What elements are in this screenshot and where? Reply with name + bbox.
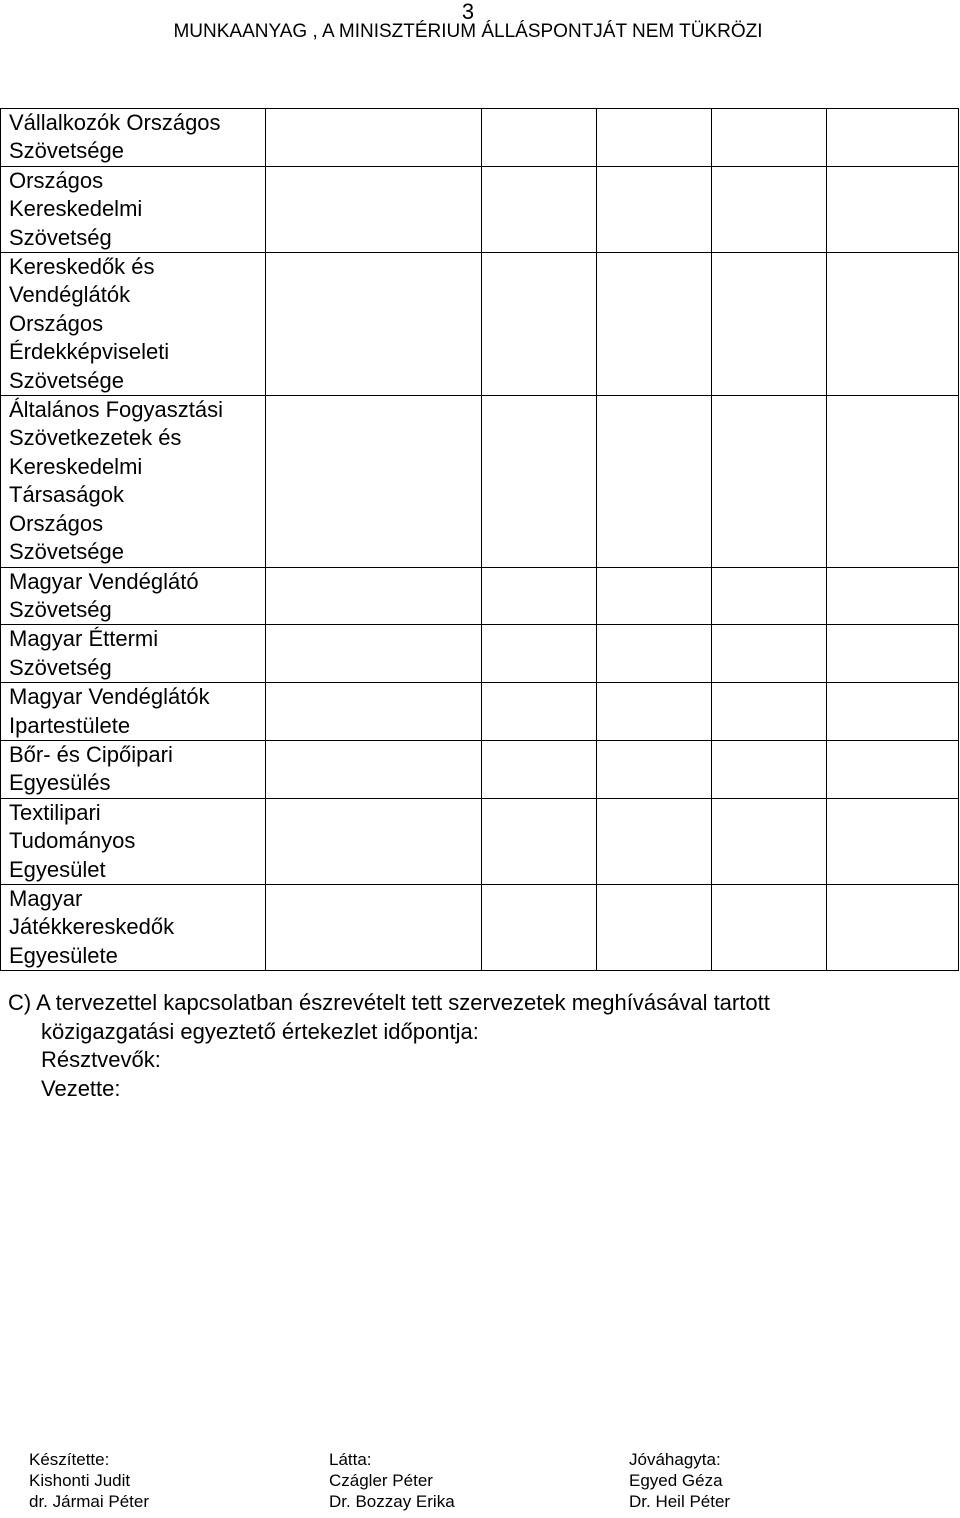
empty-cell — [266, 625, 482, 683]
organization-name-line: Társaságok — [9, 482, 124, 508]
organization-name-cell — [1, 798, 266, 884]
section-c — [8, 989, 948, 1103]
empty-cell — [482, 884, 597, 970]
empty-cell — [266, 166, 482, 252]
empty-cell — [597, 567, 712, 625]
draft-disclaimer: MUNKAANYAG , A MINISZTÉRIUM ÁLLÁSPONTJÁT NEM TÜKRÖZI — [173, 21, 763, 42]
organization-name-line: Magyar Vendéglátó — [9, 568, 199, 594]
seen-by-name: Czágler Péter — [329, 1471, 433, 1490]
organization-name-line: Magyar Éttermi — [9, 626, 159, 652]
empty-cell — [482, 166, 597, 252]
organization-name-cell — [1, 567, 266, 625]
empty-cell — [827, 798, 959, 884]
empty-cell — [827, 683, 959, 741]
section-c-participants: Résztvevők: — [41, 1047, 161, 1072]
empty-cell — [827, 109, 959, 167]
empty-cell — [597, 396, 712, 567]
footer-seen-by — [329, 1449, 589, 1512]
table-row — [1, 884, 959, 970]
empty-cell — [482, 740, 597, 798]
organization-name-line: Szövetsége — [9, 367, 124, 393]
empty-cell — [827, 625, 959, 683]
empty-cell — [266, 109, 482, 167]
empty-cell — [597, 884, 712, 970]
organization-name-cell — [1, 683, 266, 741]
organization-name-line: Kereskedők és — [9, 254, 155, 280]
organization-name-line: Magyar — [9, 885, 83, 911]
empty-cell — [712, 683, 827, 741]
organization-name-line: Országos — [9, 167, 104, 193]
seen-by-name: Dr. Bozzay Erika — [329, 1492, 455, 1511]
organizations-table — [0, 108, 959, 971]
empty-cell — [266, 798, 482, 884]
empty-cell — [827, 567, 959, 625]
organization-name-line: Tudományos — [9, 828, 136, 854]
organization-name-line: Szövetség — [9, 596, 112, 622]
organization-name-cell — [1, 253, 266, 396]
table-row — [1, 166, 959, 252]
organization-name-cell — [1, 884, 266, 970]
organization-name-line: Szövetkezetek és — [9, 425, 182, 451]
empty-cell — [482, 109, 597, 167]
empty-cell — [712, 740, 827, 798]
empty-cell — [597, 109, 712, 167]
organization-name-line: Országos — [9, 510, 104, 536]
organization-name-line: Egyesülete — [9, 942, 118, 968]
table-row — [1, 567, 959, 625]
empty-cell — [597, 798, 712, 884]
empty-cell — [712, 396, 827, 567]
empty-cell — [712, 884, 827, 970]
empty-cell — [597, 166, 712, 252]
empty-cell — [482, 567, 597, 625]
organization-name-line: Szövetsége — [9, 138, 124, 164]
empty-cell — [482, 396, 597, 567]
empty-cell — [597, 625, 712, 683]
empty-cell — [266, 396, 482, 567]
empty-cell — [827, 740, 959, 798]
table-row — [1, 683, 959, 741]
empty-cell — [266, 884, 482, 970]
prepared-by-label: Készítette: — [29, 1450, 110, 1469]
section-c-heading: C) A tervezettel kapcsolatban észrevételt tett szervezetek meghívásával tartott — [8, 990, 770, 1015]
table-row — [1, 396, 959, 567]
empty-cell — [712, 798, 827, 884]
table-row — [1, 740, 959, 798]
organizations-table-body — [1, 109, 959, 971]
organization-name-line: Magyar Vendéglátók — [9, 684, 210, 710]
empty-cell — [266, 567, 482, 625]
empty-cell — [266, 740, 482, 798]
empty-cell — [482, 253, 597, 396]
empty-cell — [827, 253, 959, 396]
empty-cell — [482, 683, 597, 741]
empty-cell — [827, 396, 959, 567]
empty-cell — [712, 567, 827, 625]
organization-name-line: Ipartestülete — [9, 712, 131, 738]
organization-name-line: Országos — [9, 310, 104, 336]
table-row — [1, 253, 959, 396]
empty-cell — [266, 253, 482, 396]
prepared-by-name: dr. Jármai Péter — [29, 1492, 149, 1511]
organization-name-cell — [1, 625, 266, 683]
empty-cell — [597, 253, 712, 396]
organization-name-line: Szövetség — [9, 654, 112, 680]
empty-cell — [482, 625, 597, 683]
prepared-by-name: Kishonti Judit — [29, 1471, 131, 1490]
table-row — [1, 109, 959, 167]
footer-prepared-by — [29, 1449, 289, 1512]
seen-by-label: Látta: — [329, 1450, 372, 1469]
footer-approved-by — [629, 1449, 889, 1512]
organization-name-line: Vendéglátók — [9, 282, 131, 308]
organization-name-line: Szövetsége — [9, 539, 124, 565]
table-row — [1, 798, 959, 884]
organization-name-line: Érdekképviseleti — [9, 339, 170, 365]
organization-name-line: Szövetség — [9, 224, 112, 250]
table-row — [1, 625, 959, 683]
empty-cell — [482, 798, 597, 884]
empty-cell — [597, 740, 712, 798]
empty-cell — [712, 625, 827, 683]
organization-name-cell — [1, 396, 266, 567]
empty-cell — [827, 884, 959, 970]
organization-name-line: Egyesület — [9, 856, 106, 882]
approved-by-name: Egyed Géza — [629, 1471, 723, 1490]
empty-cell — [597, 683, 712, 741]
empty-cell — [712, 109, 827, 167]
empty-cell — [712, 253, 827, 396]
organization-name-line: Kereskedelmi — [9, 453, 143, 479]
empty-cell — [712, 166, 827, 252]
organization-name-line: Bőr- és Cipőipari — [9, 741, 173, 767]
organization-name-cell — [1, 166, 266, 252]
page-number: 3 — [461, 0, 475, 24]
approved-by-label: Jóváhagyta: — [629, 1450, 721, 1469]
approved-by-name: Dr. Heil Péter — [629, 1492, 731, 1511]
organization-name-cell — [1, 109, 266, 167]
organization-name-line: Általános Fogyasztási — [9, 397, 223, 423]
organization-name-line: Vállalkozók Országos — [9, 110, 221, 135]
empty-cell — [266, 683, 482, 741]
empty-cell — [827, 166, 959, 252]
section-c-meeting-date: közigazgatási egyeztető értekezlet időpontja: — [41, 1018, 479, 1044]
organization-name-line: Egyesülés — [9, 770, 111, 796]
organization-name-line: Játékkereskedők — [9, 914, 175, 940]
organization-name-line: Kereskedelmi — [9, 196, 143, 222]
organization-name-cell — [1, 740, 266, 798]
organization-name-line: Textilipari — [9, 799, 101, 825]
section-c-led-by: Vezette: — [41, 1075, 121, 1101]
